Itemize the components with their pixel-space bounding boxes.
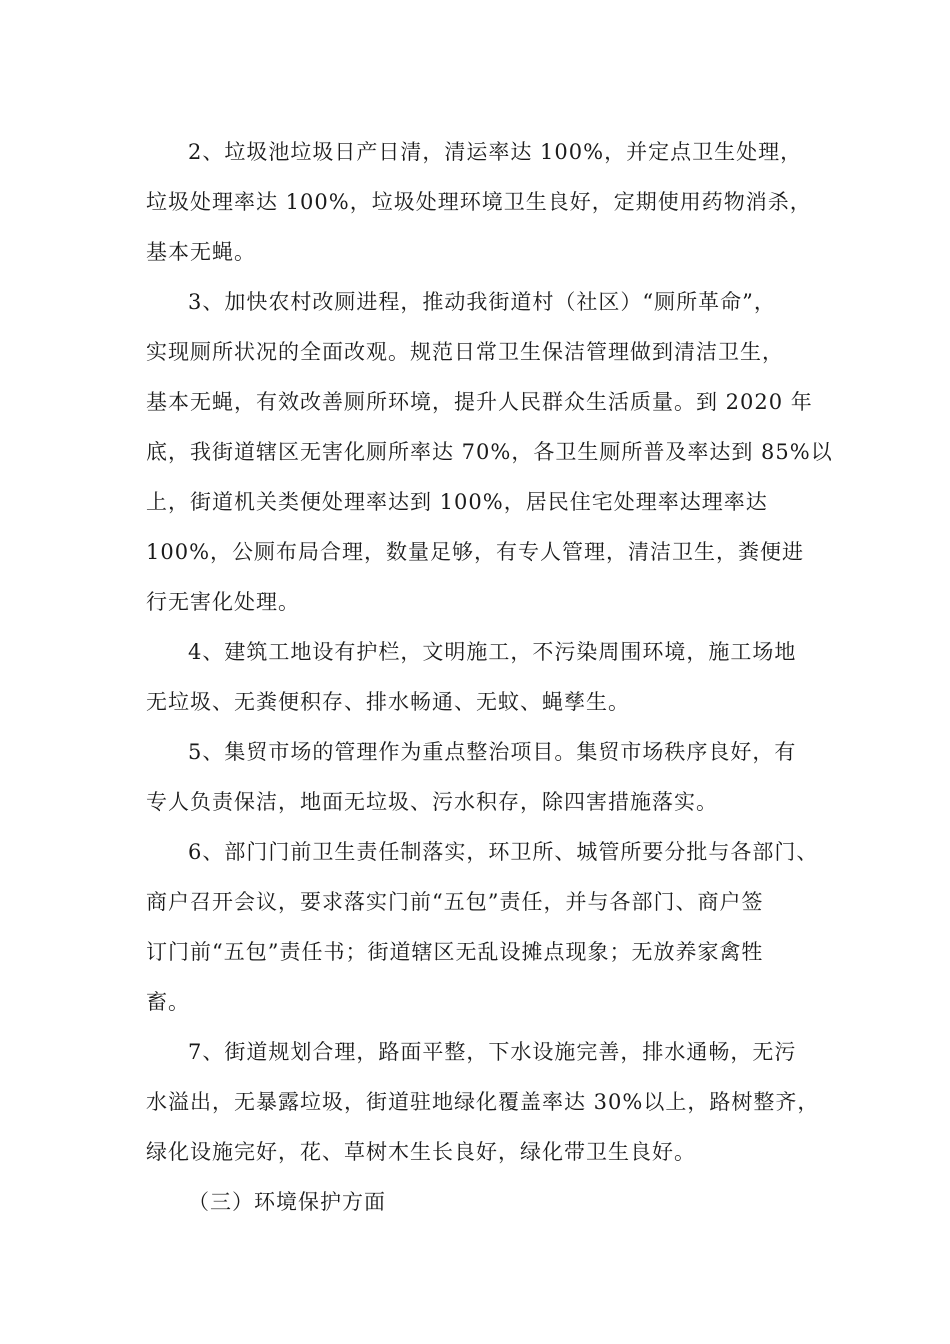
paragraph-4-line-1: 4、建筑工地设有护栏，文明施工，不污染周围环境，施工场地 <box>188 640 797 664</box>
paragraph-3-line-1: 3、加快农村改厕进程，推动我街道村（社区）“厕所革命”， <box>188 290 776 314</box>
paragraph-2-line-3: 基本无蝇。 <box>146 240 256 264</box>
paragraph-6-line-3: 订门前“五包”责任书；街道辖区无乱设摊点现象；无放养家禽牲 <box>146 940 764 964</box>
paragraph-6-line-4: 畜。 <box>146 990 190 1014</box>
paragraph-7-line-2: 水溢出，无暴露垃圾，街道驻地绿化覆盖率达 30%以上，路树整齐， <box>146 1090 820 1114</box>
paragraph-7-line-1: 7、街道规划合理，路面平整，下水设施完善，排水通畅，无污 <box>188 1040 797 1064</box>
paragraph-3-line-5: 上，街道机关类便处理率达到 100%，居民住宅处理率达理率达 <box>146 490 768 514</box>
paragraph-3-line-6: 100%，公厕布局合理，数量足够，有专人管理，清洁卫生，粪便进 <box>146 540 805 564</box>
paragraph-5-line-1: 5、集贸市场的管理作为重点整治项目。集贸市场秩序良好，有 <box>188 740 797 764</box>
paragraph-5-line-2: 专人负责保洁，地面无垃圾、污水积存，除四害措施落实。 <box>146 790 718 814</box>
paragraph-3-line-4: 底，我街道辖区无害化厕所率达 70%，各卫生厕所普及率达到 85%以 <box>146 440 833 464</box>
paragraph-6-line-1: 6、部门门前卫生责任制落实，环卫所、城管所要分批与各部门、 <box>188 840 819 864</box>
paragraph-7-line-3: 绿化设施完好，花、草树木生长良好，绿化带卫生良好。 <box>146 1140 696 1164</box>
paragraph-2-line-1: 2、垃圾池垃圾日产日清，清运率达 100%，并定点卫生处理， <box>188 140 803 164</box>
paragraph-3-line-3: 基本无蝇，有效改善厕所环境，提升人民群众生活质量。到 2020 年 <box>146 390 813 414</box>
paragraph-3-line-7: 行无害化处理。 <box>146 590 300 614</box>
section-heading-environmental-protection: （三）环境保护方面 <box>188 1190 386 1214</box>
paragraph-2-line-2: 垃圾处理率达 100%，垃圾处理环境卫生良好，定期使用药物消杀， <box>146 190 812 214</box>
paragraph-3-line-2: 实现厕所状况的全面改观。规范日常卫生保洁管理做到清洁卫生， <box>146 340 784 364</box>
paragraph-6-line-2: 商户召开会议，要求落实门前“五包”责任，并与各部门、商户签 <box>146 890 764 914</box>
paragraph-4-line-2: 无垃圾、无粪便积存、排水畅通、无蚊、蝇孳生。 <box>146 690 630 714</box>
